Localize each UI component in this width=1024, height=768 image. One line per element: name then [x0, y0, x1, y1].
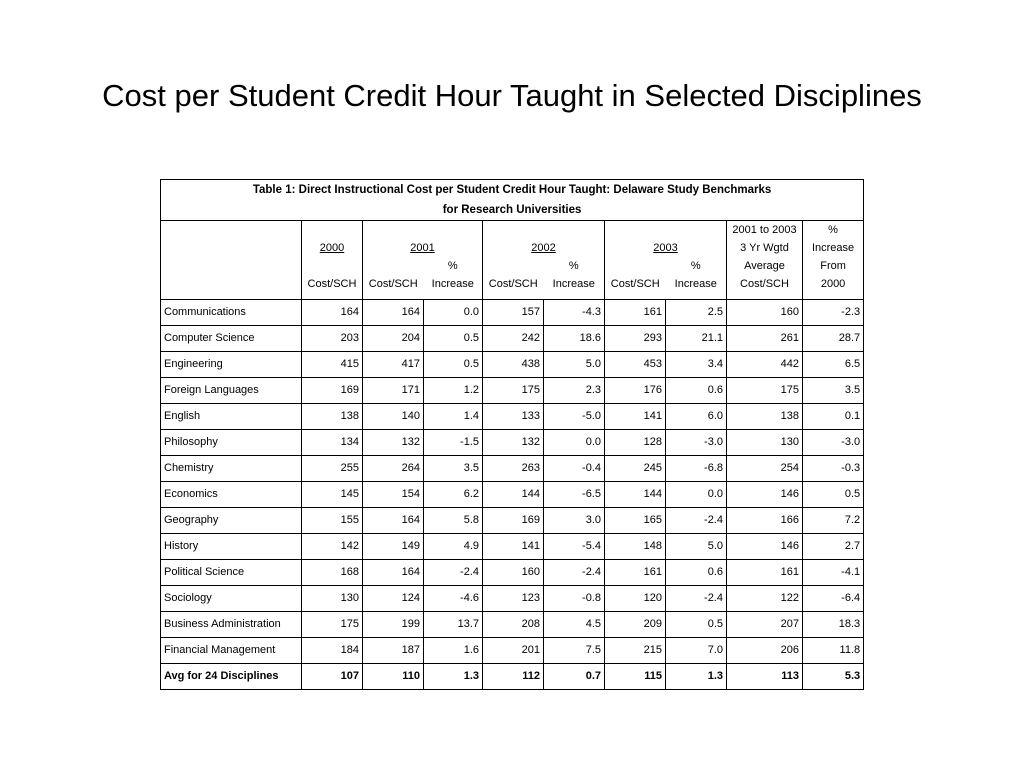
cost-2000-cell: 130	[302, 585, 363, 611]
cost-2002-cell: 160	[483, 559, 544, 585]
increase-2001-cell: -2.4	[424, 559, 483, 585]
table-row	[161, 403, 864, 429]
cost-2003-cell: 161	[605, 299, 666, 325]
cost-2003-cell: 144	[605, 481, 666, 507]
increase-2003-cell: 0.5	[666, 611, 727, 637]
increase-2003-cell: 1.3	[666, 663, 727, 689]
increase-2003-cell: 5.0	[666, 533, 727, 559]
cost-2000-cell: 107	[302, 663, 363, 689]
cost-2003-cell: 115	[605, 663, 666, 689]
avg-cost-cell: 175	[727, 377, 803, 403]
table-row	[161, 585, 864, 611]
pct-increase-cell: -3.0	[803, 429, 864, 455]
pct-increase-cell: 6.5	[803, 351, 864, 377]
cost-2001-cell: 171	[363, 377, 424, 403]
increase-2002-cell: -5.0	[544, 403, 605, 429]
cost-2003-cell: 453	[605, 351, 666, 377]
increase-2002-cell: 3.0	[544, 507, 605, 533]
discipline-cell: English	[161, 403, 302, 429]
increase-2002-cell: -2.4	[544, 559, 605, 585]
pct-increase-cell: 7.2	[803, 507, 864, 533]
cost-2003-cell: 141	[605, 403, 666, 429]
discipline-cell: Political Science	[161, 559, 302, 585]
avg-cost-cell: 442	[727, 351, 803, 377]
discipline-cell: Engineering	[161, 351, 302, 377]
cost-2003-cell: 245	[605, 455, 666, 481]
cost-2002-cell: 169	[483, 507, 544, 533]
pct-increase-cell: 0.1	[803, 403, 864, 429]
increase-2003-cell: -2.4	[666, 585, 727, 611]
pct-increase-cell: 18.3	[803, 611, 864, 637]
header-increase-2001: Increase	[424, 275, 483, 293]
increase-2003-cell: 2.5	[666, 299, 727, 325]
increase-2003-cell: 0.6	[666, 377, 727, 403]
increase-2001-cell: 4.9	[424, 533, 483, 559]
cost-2001-cell: 164	[363, 559, 424, 585]
cost-2001-cell: 204	[363, 325, 424, 351]
avg-cost-cell: 138	[727, 403, 803, 429]
discipline-cell: Chemistry	[161, 455, 302, 481]
table-row	[161, 351, 864, 377]
avg-cost-cell: 146	[727, 533, 803, 559]
pct-increase-cell: 11.8	[803, 637, 864, 663]
pct-increase-cell: 3.5	[803, 377, 864, 403]
discipline-cell: Financial Management	[161, 637, 302, 663]
discipline-cell: Business Administration	[161, 611, 302, 637]
cost-2002-cell: 175	[483, 377, 544, 403]
header-empty-cell	[161, 221, 302, 294]
increase-2002-cell: -6.5	[544, 481, 605, 507]
increase-2003-cell: -3.0	[666, 429, 727, 455]
table-row	[161, 429, 864, 455]
header-increase-2003: Increase	[666, 275, 727, 293]
increase-2001-cell: 1.2	[424, 377, 483, 403]
pct-increase-cell: 5.3	[803, 663, 864, 689]
header-pct-symbol-2003: %	[666, 257, 727, 275]
discipline-cell: Avg for 24 Disciplines	[161, 663, 302, 689]
cost-2002-cell: 144	[483, 481, 544, 507]
header-increase-2002: Increase	[544, 275, 605, 293]
increase-2002-cell: 5.0	[544, 351, 605, 377]
header-avg-line2: 3 Yr Wgtd	[727, 239, 803, 257]
increase-2002-cell: 7.5	[544, 637, 605, 663]
cost-2002-cell: 208	[483, 611, 544, 637]
table-row	[161, 637, 864, 663]
cost-2003-cell: 215	[605, 637, 666, 663]
pct-increase-cell: 0.5	[803, 481, 864, 507]
discipline-cell: Sociology	[161, 585, 302, 611]
header-avg-line3: Average	[727, 257, 803, 275]
discipline-cell: History	[161, 533, 302, 559]
increase-2003-cell: -2.4	[666, 507, 727, 533]
increase-2003-cell: 7.0	[666, 637, 727, 663]
table-caption-line1: Table 1: Direct Instructional Cost per Student Credit Hour Taught: Delaware Study Benchmarks	[252, 184, 772, 196]
header-avg-line1: 2001 to 2003	[727, 221, 803, 240]
pct-increase-cell: -4.1	[803, 559, 864, 585]
cost-2000-cell: 138	[302, 403, 363, 429]
discipline-cell: Economics	[161, 481, 302, 507]
discipline-cell: Geography	[161, 507, 302, 533]
cost-2001-cell: 154	[363, 481, 424, 507]
header-avg-line4: Cost/SCH	[727, 275, 803, 293]
cost-2000-cell: 175	[302, 611, 363, 637]
header-pct-line3: From	[803, 257, 864, 275]
increase-2002-cell: 0.7	[544, 663, 605, 689]
cost-2002-cell: 263	[483, 455, 544, 481]
cost-2001-cell: 187	[363, 637, 424, 663]
cost-2003-cell: 148	[605, 533, 666, 559]
table-row	[161, 533, 864, 559]
avg-cost-cell: 161	[727, 559, 803, 585]
increase-2001-cell: -1.5	[424, 429, 483, 455]
increase-2002-cell: 18.6	[544, 325, 605, 351]
cost-2002-cell: 157	[483, 299, 544, 325]
increase-2002-cell: -4.3	[544, 299, 605, 325]
table-row	[161, 299, 864, 325]
pct-increase-cell: 28.7	[803, 325, 864, 351]
avg-cost-cell: 254	[727, 455, 803, 481]
increase-2001-cell: 0.5	[424, 351, 483, 377]
cost-2001-cell: 110	[363, 663, 424, 689]
table-caption-row	[161, 180, 864, 221]
cost-2003-cell: 293	[605, 325, 666, 351]
header-pct-line2: Increase	[803, 239, 864, 257]
header-row-1	[161, 221, 864, 240]
table-caption	[161, 180, 864, 221]
cost-2001-cell: 124	[363, 585, 424, 611]
header-year-2000: 2000	[319, 242, 345, 254]
header-pct-line4: 2000	[803, 275, 864, 293]
cost-2002-cell: 438	[483, 351, 544, 377]
cost-2000-cell: 142	[302, 533, 363, 559]
cost-table	[160, 179, 864, 690]
increase-2001-cell: 1.6	[424, 637, 483, 663]
discipline-cell: Computer Science	[161, 325, 302, 351]
increase-2001-cell: 1.3	[424, 663, 483, 689]
increase-2001-cell: 0.5	[424, 325, 483, 351]
discipline-cell: Foreign Languages	[161, 377, 302, 403]
cost-2001-cell: 199	[363, 611, 424, 637]
header-year-2002: 2002	[531, 242, 556, 254]
increase-2001-cell: -4.6	[424, 585, 483, 611]
pct-increase-cell: -6.4	[803, 585, 864, 611]
avg-cost-cell: 130	[727, 429, 803, 455]
header-pct-symbol-2001: %	[424, 257, 483, 275]
cost-2000-cell: 168	[302, 559, 363, 585]
increase-2002-cell: 0.0	[544, 429, 605, 455]
cost-2000-cell: 164	[302, 299, 363, 325]
table-row	[161, 559, 864, 585]
cost-2001-cell: 149	[363, 533, 424, 559]
cost-2000-cell: 255	[302, 455, 363, 481]
header-year-2003: 2003	[653, 242, 678, 254]
cost-2001-cell: 417	[363, 351, 424, 377]
cost-2001-cell: 264	[363, 455, 424, 481]
cost-2001-cell: 164	[363, 507, 424, 533]
increase-2001-cell: 5.8	[424, 507, 483, 533]
cost-2002-cell: 132	[483, 429, 544, 455]
avg-cost-cell: 261	[727, 325, 803, 351]
cost-2002-cell: 242	[483, 325, 544, 351]
table-row	[161, 325, 864, 351]
increase-2001-cell: 13.7	[424, 611, 483, 637]
table-average-row	[161, 663, 864, 689]
header-cost-2001: Cost/SCH	[368, 278, 418, 290]
avg-cost-cell: 146	[727, 481, 803, 507]
table-caption-line2: for Research Universities	[442, 204, 582, 216]
discipline-cell: Communications	[161, 299, 302, 325]
table-row	[161, 611, 864, 637]
increase-2001-cell: 3.5	[424, 455, 483, 481]
avg-cost-cell: 166	[727, 507, 803, 533]
increase-2003-cell: 3.4	[666, 351, 727, 377]
increase-2003-cell: 0.6	[666, 559, 727, 585]
increase-2001-cell: 6.2	[424, 481, 483, 507]
table-row	[161, 481, 864, 507]
cost-2003-cell: 161	[605, 559, 666, 585]
header-cost-2000: Cost/SCH	[302, 275, 363, 293]
cost-2002-cell: 141	[483, 533, 544, 559]
header-pct-symbol-2002: %	[544, 257, 605, 275]
table-row	[161, 377, 864, 403]
pct-increase-cell: -2.3	[803, 299, 864, 325]
avg-cost-cell: 160	[727, 299, 803, 325]
cost-2000-cell: 184	[302, 637, 363, 663]
cost-2000-cell: 134	[302, 429, 363, 455]
cost-2001-cell: 132	[363, 429, 424, 455]
header-cost-2003: Cost/SCH	[610, 278, 660, 290]
discipline-cell: Philosophy	[161, 429, 302, 455]
cost-2002-cell: 133	[483, 403, 544, 429]
header-year-2001: 2001	[410, 242, 435, 254]
header-pct-line1: %	[803, 221, 864, 240]
increase-2003-cell: 21.1	[666, 325, 727, 351]
increase-2003-cell: 0.0	[666, 481, 727, 507]
pct-increase-cell: -0.3	[803, 455, 864, 481]
increase-2001-cell: 1.4	[424, 403, 483, 429]
increase-2001-cell: 0.0	[424, 299, 483, 325]
avg-cost-cell: 206	[727, 637, 803, 663]
increase-2002-cell: -0.8	[544, 585, 605, 611]
cost-2003-cell: 128	[605, 429, 666, 455]
increase-2002-cell: 2.3	[544, 377, 605, 403]
cost-2003-cell: 165	[605, 507, 666, 533]
cost-2000-cell: 169	[302, 377, 363, 403]
increase-2003-cell: 6.0	[666, 403, 727, 429]
increase-2002-cell: 4.5	[544, 611, 605, 637]
table-row	[161, 507, 864, 533]
cost-2002-cell: 201	[483, 637, 544, 663]
avg-cost-cell: 113	[727, 663, 803, 689]
increase-2002-cell: -5.4	[544, 533, 605, 559]
table-row	[161, 455, 864, 481]
cost-2001-cell: 140	[363, 403, 424, 429]
cost-2003-cell: 176	[605, 377, 666, 403]
increase-2002-cell: -0.4	[544, 455, 605, 481]
cost-2002-cell: 112	[483, 663, 544, 689]
header-cost-2002: Cost/SCH	[488, 278, 538, 290]
avg-cost-cell: 122	[727, 585, 803, 611]
cost-2002-cell: 123	[483, 585, 544, 611]
cost-2000-cell: 145	[302, 481, 363, 507]
increase-2003-cell: -6.8	[666, 455, 727, 481]
cost-2000-cell: 415	[302, 351, 363, 377]
cost-2001-cell: 164	[363, 299, 424, 325]
cost-2003-cell: 209	[605, 611, 666, 637]
cost-2000-cell: 155	[302, 507, 363, 533]
slide-title: Cost per Student Credit Hour Taught in Selected Disciplines	[102, 78, 922, 113]
pct-increase-cell: 2.7	[803, 533, 864, 559]
cost-2000-cell: 203	[302, 325, 363, 351]
avg-cost-cell: 207	[727, 611, 803, 637]
cost-2003-cell: 120	[605, 585, 666, 611]
